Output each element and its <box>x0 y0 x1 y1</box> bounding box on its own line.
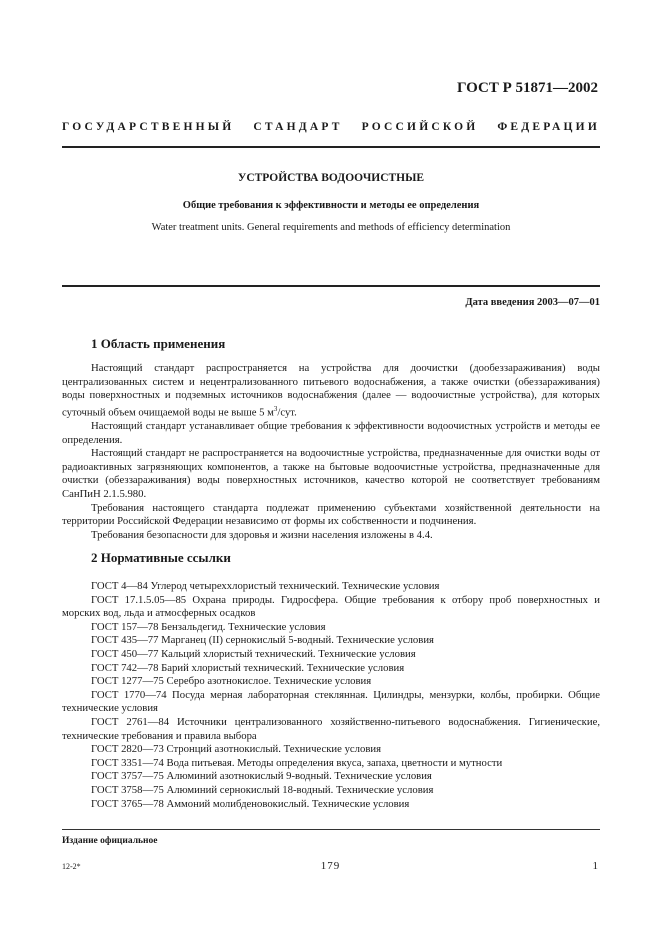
banner-word: РОССИЙСКОЙ <box>361 121 479 133</box>
normative-references-list <box>62 580 600 811</box>
reference-item: ГОСТ 2761—84 Источники централизованного хозяйственно-питьевого водоснабжения. Гигиенические, технические требования и правила выбора <box>62 715 600 742</box>
title-divider <box>62 285 600 287</box>
reference-item: ГОСТ 3758—75 Алюминий сернокислый 18-водный. Технические условия <box>91 783 434 796</box>
state-standard-banner <box>62 121 600 133</box>
english-title: Water treatment units. General requirements and methods of efficiency determination <box>151 222 511 233</box>
reference-item: ГОСТ 742—78 Барий хлористый технический. Технические условия <box>91 661 405 674</box>
paragraph: Требования безопасности для здоровья и жизни населения изложены в 4.4. <box>91 528 433 541</box>
reference-item: ГОСТ 2820—73 Стронций азотнокислый. Технические условия <box>91 743 382 756</box>
banner-word: ФЕДЕРАЦИИ <box>497 121 600 133</box>
banner-word: ГОСУДАРСТВЕННЫЙ <box>62 121 235 133</box>
paragraph: Настоящий стандарт не распространяется на водоочистные устройства, предназначенные для очистки воды от радиоактивных загрязняющих компонентов, а также на бытовые водоочистные устройства, предназначенные для очистки (обеззараживания) воды поверхностных источников, качество которой не соответствует требованиям СанПиН 2.1.5.980. <box>62 447 600 500</box>
standard-number: ГОСТ Р 51871—2002 <box>456 80 598 96</box>
section-1-body <box>62 362 600 542</box>
print-code: 12-2* <box>62 862 81 871</box>
reference-item: ГОСТ 157—78 Бензальдегид. Технические условия <box>91 620 326 633</box>
document-subtitle: Общие требования к эффективности и методы ее определения <box>182 200 480 211</box>
section-2-heading: 2 Нормативные ссылки <box>91 550 231 565</box>
reference-item: ГОСТ 435—77 Марганец (II) сернокислый 5-водный. Технические условия <box>91 634 434 647</box>
reference-item: ГОСТ 1277—75 Серебро азотнокислое. Технические условия <box>91 675 372 688</box>
paragraph: Настоящий стандарт распространяется на устройства для доочистки (дообеззараживания) воды централизованных систем и нецентрализованного питьевого водоснабжения, а также очистки (обеззараживания) воды поверхностных и подземных источников водоснабжения (далее — водоочистные устройства), для которых суточный объем очищаемой воды не выше 5 $м^3$/сут. <box>62 362 600 419</box>
paragraph: Настоящий стандарт устанавливает общие требования к эффективности водоочистных устройств и методы ее определения. <box>62 419 600 446</box>
footer-divider <box>62 829 600 830</box>
reference-item: ГОСТ 3351—74 Вода питьевая. Методы определения вкуса, запаха, цветности и мутности <box>91 756 503 769</box>
introduction-date: Дата введения 2003—07—01 <box>465 297 600 308</box>
reference-item: ГОСТ 4—84 Углерод четыреххлористый технический. Технические условия <box>91 580 440 592</box>
header-divider <box>62 146 600 148</box>
banner-word: СТАНДАРТ <box>253 121 343 133</box>
official-edition-label: Издание официальное <box>62 836 158 846</box>
paragraph: Требования настоящего стандарта подлежат применению субъектами хозяйственной деятельности на территории Российской Федерации независимо от формы их собственности и подчинения. <box>62 501 600 528</box>
reference-item: ГОСТ 17.1.5.05—85 Охрана природы. Гидросфера. Общие требования к отбору проб поверхностных и морских вод, льда и атмосферных осадков <box>62 593 600 620</box>
section-1-heading: 1 Область применения <box>91 336 226 351</box>
page-number: 179 <box>320 860 341 872</box>
reference-item: ГОСТ 3765—78 Аммоний молибденовокислый. Технические условия <box>91 797 410 810</box>
reference-item: ГОСТ 3757—75 Алюминий азотнокислый 9-водный. Технические условия <box>91 770 432 783</box>
document-title: УСТРОЙСТВА ВОДООЧИСТНЫЕ <box>237 172 425 184</box>
reference-item: ГОСТ 1770—74 Посуда мерная лабораторная стеклянная. Цилиндры, мензурки, колбы, пробирки. Общие технические условия <box>62 688 600 715</box>
sheet-number: 1 <box>592 860 598 872</box>
reference-item: ГОСТ 450—77 Кальций хлористый технический. Технические условия <box>91 647 416 660</box>
